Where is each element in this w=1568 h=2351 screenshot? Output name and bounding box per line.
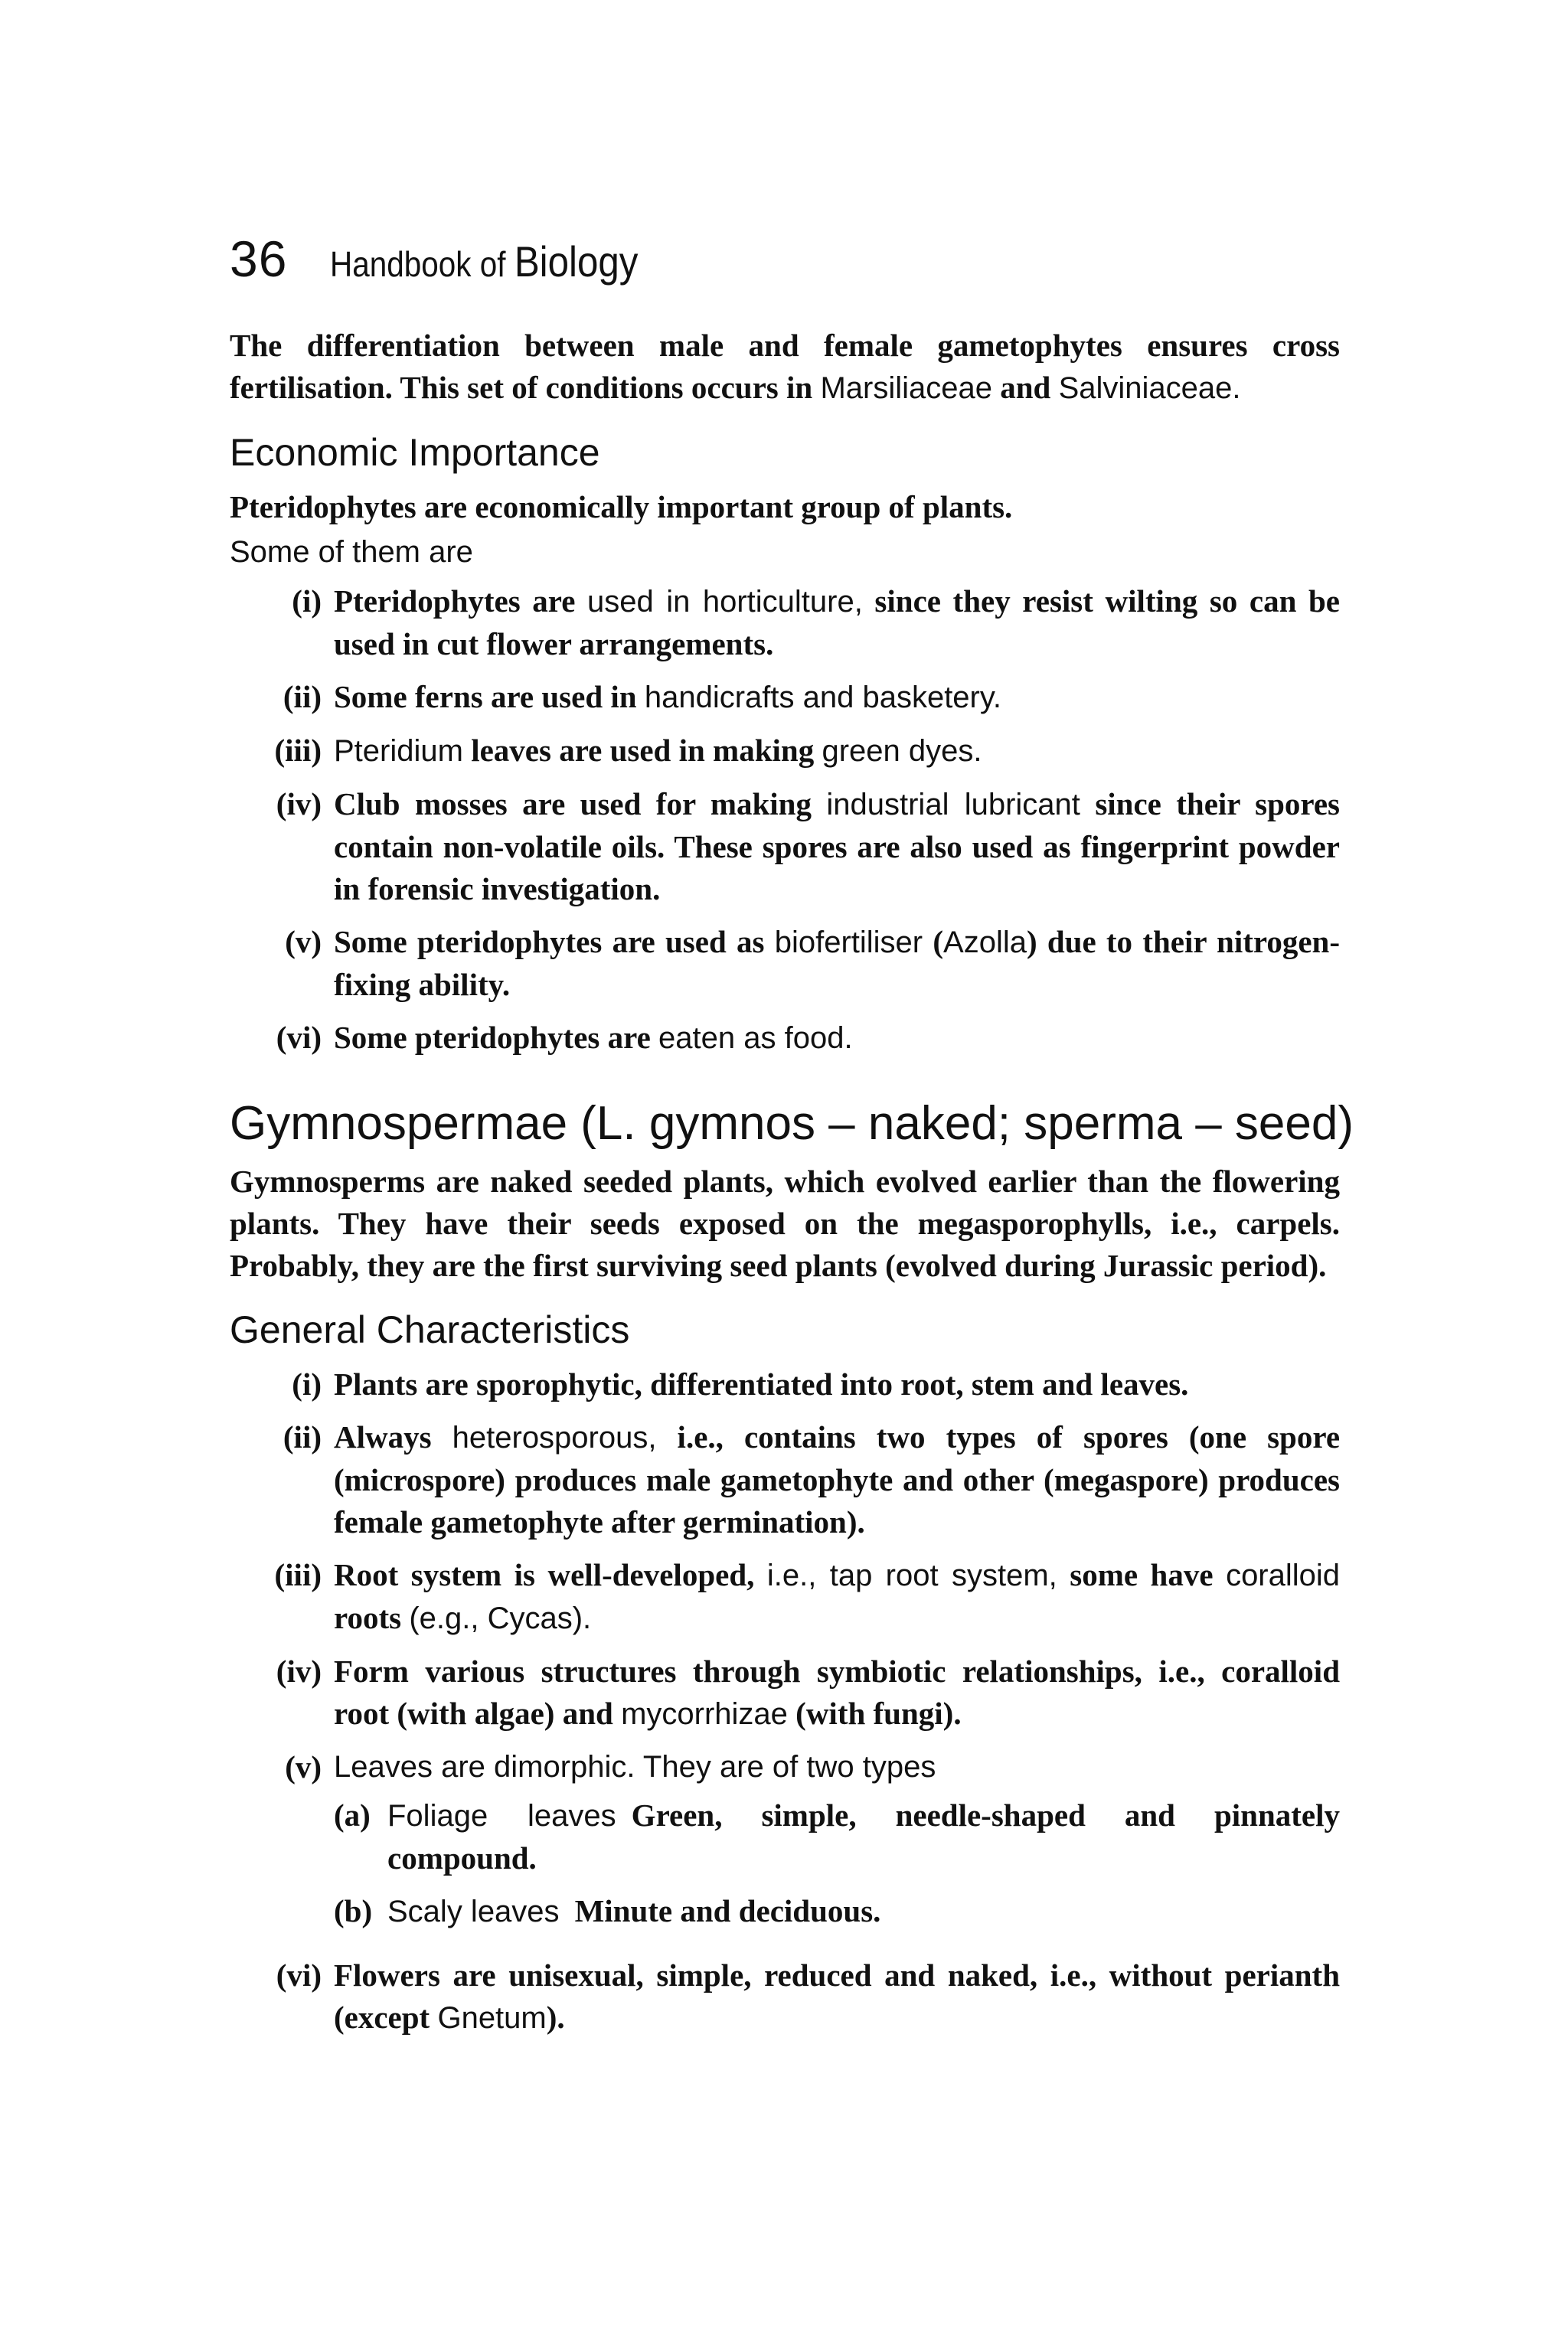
leaf-type-term: Scaly leaves [387, 1895, 560, 1928]
list-item [230, 783, 1340, 910]
text-run: Always [334, 1419, 432, 1455]
sub-item-text [387, 1890, 1340, 1933]
list-item [230, 730, 1340, 772]
term: used in horticulture, [587, 585, 863, 619]
item-text [334, 676, 1340, 719]
book-title-main: Biology [514, 237, 639, 286]
text-run: i.e., contains two types of spores (one spore (microspore) produces male gametophyte and other (megaspore) produces female gametophyte after germination). [334, 1419, 1341, 1540]
gymno-paragraph: Gymnosperms are naked seeded plants, which evolved earlier than the flowering plants. They have their seeds exposed on the megasporophylls, i.e., carpels. Probably, they are the first surviving seed plants (evolved during Jurassic period). [230, 1164, 1340, 1283]
term: i.e., tap root system, [766, 1559, 1057, 1592]
leaf-type-desc: Minute and deciduous. [574, 1893, 881, 1928]
text-run: since their spores contain non-volatile oils. These spores are also used as fingerprint powder in forensic investigation. [334, 786, 1341, 906]
term: heterosporous, [452, 1421, 657, 1455]
term: coralloid [1226, 1559, 1341, 1592]
list-item [230, 580, 1340, 665]
item-text [334, 1017, 1340, 1060]
item-text: Plants are sporophytic, differentiated into root, stem and leaves. [334, 1367, 1189, 1402]
item-text: Leaves are dimorphic. They are of two types [334, 1750, 936, 1784]
term: handicrafts and basketery. [644, 681, 1002, 714]
text-run: roots [334, 1600, 402, 1635]
sub-item-number: (a) [334, 1798, 371, 1833]
leaf-type-term: Foliage leaves [387, 1799, 616, 1833]
item-number: (i) [292, 583, 322, 619]
text-run: some have [1070, 1557, 1214, 1592]
book-title-prefix: Handbook of [330, 244, 506, 284]
list-item [230, 1651, 1340, 1735]
text-run: Some pteridophytes are [334, 1020, 651, 1055]
item-body [334, 1746, 1340, 1944]
item-number: (ii) [283, 679, 322, 714]
sub-list-item [334, 1794, 1340, 1879]
sub-item-text [387, 1794, 1340, 1879]
list-item [230, 1746, 1340, 1944]
text-run: leaves are used in making [471, 733, 815, 768]
item-text [334, 1416, 1340, 1543]
term: biofertiliser [774, 926, 923, 959]
book-page [230, 230, 1354, 2050]
item-number: (iv) [276, 1654, 322, 1689]
text-run: ). [546, 2000, 565, 2035]
item-text [334, 783, 1340, 910]
item-number: (ii) [283, 1419, 322, 1455]
item-number: (vi) [276, 1958, 322, 1993]
term: green dyes. [822, 734, 982, 768]
section-heading-economic: Economic Importance [230, 431, 600, 474]
item-text [334, 730, 1340, 772]
item-number: (iii) [274, 733, 322, 768]
item-text [334, 580, 1340, 665]
list-item [230, 676, 1340, 719]
text-run: (with fungi). [795, 1696, 962, 1731]
item-number: (iii) [274, 1557, 322, 1592]
section-heading-general: General Characteristics [230, 1308, 630, 1351]
text-run: Some ferns are used in [334, 679, 637, 714]
text-run: Form various structures through symbiotic relationships, i.e., coralloid root (with algae) and [334, 1654, 1340, 1731]
list-item [230, 1554, 1340, 1640]
term-marsiliaceae: Marsiliaceae [820, 371, 992, 405]
item-number: (v) [285, 1749, 322, 1784]
text-run: ) due to their nitrogen-fixing ability. [334, 924, 1341, 1002]
term: mycorrhizae [621, 1697, 788, 1731]
term: Azolla [943, 926, 1027, 959]
text-run: since they resist wilting so can be used in cut flower arrangements. [334, 583, 1340, 661]
term: Pteridium [334, 734, 463, 768]
term-salviniaceae: Salviniaceae. [1058, 371, 1241, 405]
text-run: Pteridophytes are [334, 583, 576, 619]
term: industrial lubricant [826, 788, 1080, 821]
term: (e.g., Cycas). [409, 1602, 592, 1635]
text-run: Some pteridophytes are used as [334, 924, 765, 959]
list-item [230, 1954, 1340, 2039]
term: Gnetum [437, 2001, 547, 2035]
text-run: Flowers are unisexual, simple, reduced and naked, i.e., without perianth (except [334, 1958, 1340, 2035]
economic-list [230, 580, 1340, 1060]
list-item [230, 1017, 1340, 1060]
text-run: Root system is well-developed, [334, 1557, 755, 1592]
intro-joiner: and [1000, 370, 1051, 405]
page-number: 36 [230, 230, 288, 287]
item-number: (vi) [276, 1020, 322, 1055]
chapter-heading-gymnospermae: Gymnospermae (L. gymnos – naked; sperma – seed) [230, 1097, 1354, 1150]
term: eaten as food. [658, 1021, 853, 1055]
intro-text: The differentiation between male and female gametophytes ensures cross fertilisation. This set of conditions occurs in [230, 328, 1340, 405]
text-run: ( [933, 924, 944, 959]
item-text [334, 1954, 1340, 2039]
economic-lead: Pteridophytes are economically important group of plants. [230, 489, 1013, 524]
leaf-type-desc: Green, simple, needle-shaped and pinnately compound. [387, 1798, 1340, 1876]
sub-list-item [334, 1890, 1340, 1933]
item-text [334, 921, 1340, 1006]
book-title [330, 237, 638, 286]
item-number: (v) [285, 924, 322, 959]
item-number: (i) [292, 1367, 322, 1402]
sub-item-number: (b) [334, 1893, 373, 1928]
page-header [230, 230, 1340, 299]
intro-paragraph [230, 325, 1340, 410]
list-item [230, 1363, 1340, 1406]
economic-intro: Some of them are [230, 535, 473, 569]
leaf-types-list [334, 1794, 1340, 1933]
list-item [230, 921, 1340, 1006]
text-run: Club mosses are used for making [334, 786, 812, 821]
list-item [230, 1416, 1340, 1543]
item-text [334, 1651, 1340, 1735]
item-text [334, 1554, 1340, 1640]
general-list [230, 1363, 1340, 2039]
item-number: (iv) [276, 786, 322, 821]
